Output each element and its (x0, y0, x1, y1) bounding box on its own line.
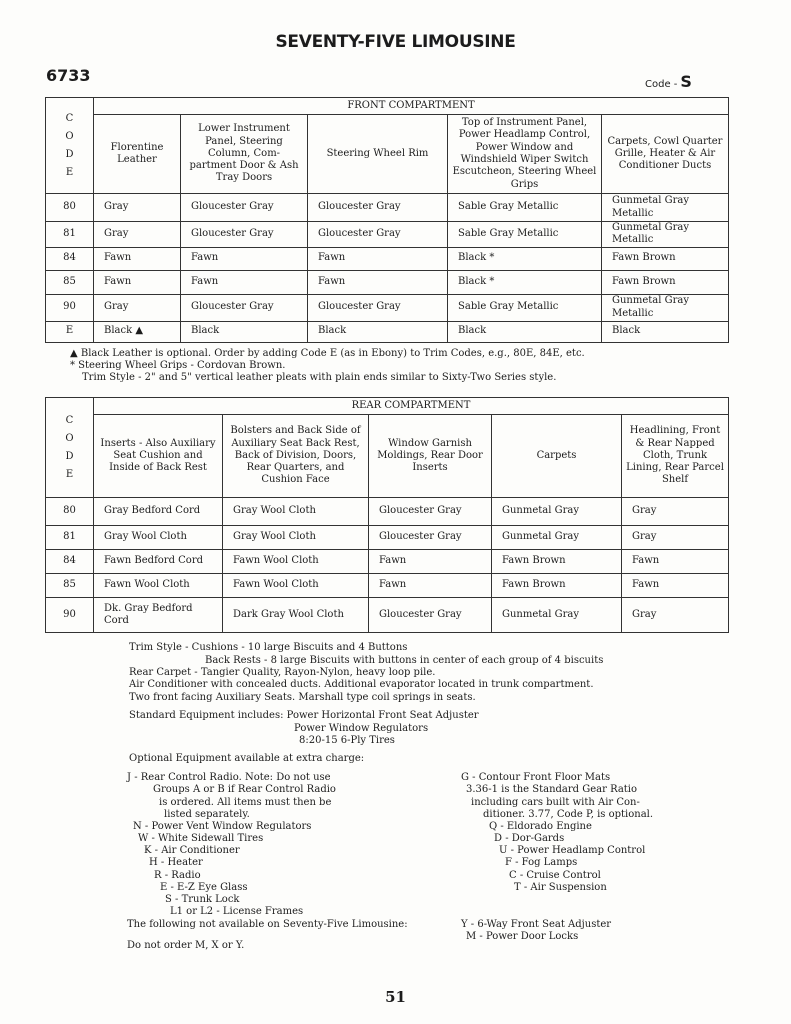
model-number: 6733 (46, 66, 91, 85)
code-column-header: C O D E (46, 98, 94, 194)
table-cell: Fawn (369, 550, 492, 574)
table-cell: Gray Wool Cloth (223, 526, 369, 550)
table-cell: Gray Wool Cloth (223, 498, 369, 526)
row-code: 80 (46, 194, 94, 222)
row-code: 90 (46, 598, 94, 633)
table-cell: Gloucester Gray (369, 598, 492, 633)
table-cell: Gray Wool Cloth (94, 526, 223, 550)
table-cell: Fawn Bedford Cord (94, 550, 223, 574)
table-cell: Black (308, 321, 448, 342)
front-compartment-table (45, 97, 729, 343)
table-cell: Fawn (622, 574, 729, 598)
table-row (46, 321, 729, 342)
table-cell: Gloucester Gray (181, 294, 308, 321)
text-line: R - Radio (154, 870, 201, 881)
text-line: D - Dor-Gards (494, 833, 565, 844)
table-cell: Gunmetal Gray Metallic (602, 294, 729, 321)
section-header: FRONT COMPARTMENT (94, 98, 729, 115)
text-line: 8:20-15 6-Ply Tires (299, 735, 395, 746)
text-line: T - Air Suspension (514, 882, 607, 893)
table-cell: Fawn (181, 247, 308, 270)
table-cell: Fawn Wool Cloth (223, 550, 369, 574)
table-cell: Gloucester Gray (369, 526, 492, 550)
text-line: Optional Equipment available at extra charge: (129, 753, 365, 764)
text-line: Rear Carpet - Tangier Quality, Rayon-Nylon, heavy loop pile. (129, 667, 436, 678)
text-line: Groups A or B if Rear Control Radio (153, 784, 336, 795)
text-line: M - Power Door Locks (466, 931, 579, 942)
table-row (46, 574, 729, 598)
table-cell: Fawn (181, 270, 308, 294)
column-header: Top of Instrument Panel, Power Headlamp Control, Power Window and Windshield Wiper Switch Escutcheon, Steering Wheel Grips (448, 115, 602, 194)
table-row (46, 222, 729, 248)
section-header: REAR COMPARTMENT (94, 398, 729, 415)
column-header: Lower Instrument Panel, Steering Column, Com- partment Door & Ash Tray Doors (181, 115, 308, 194)
text-line: L1 or L2 - License Frames (170, 906, 304, 917)
table-cell: Sable Gray Metallic (448, 222, 602, 248)
table-cell: Gray (94, 294, 181, 321)
table-cell: Gunmetal Gray Metallic (602, 194, 729, 222)
text-line: including cars built with Air Con- (471, 797, 640, 808)
row-code: E (46, 321, 94, 342)
table-row (46, 294, 729, 321)
column-header: Bolsters and Back Side of Auxiliary Seat Back Rest, Back of Division, Doors, Rear Quarters, and Cushion Face (223, 415, 369, 498)
text-line: listed separately. (164, 809, 250, 820)
text-line: Y - 6-Way Front Seat Adjuster (461, 919, 612, 930)
table-cell: Fawn (622, 550, 729, 574)
table-cell: Gray Bedford Cord (94, 498, 223, 526)
table-cell: Fawn Brown (602, 247, 729, 270)
text-line: Two front facing Auxiliary Seats. Marshall type coil springs in seats. (129, 692, 476, 703)
text-line: S - Trunk Lock (165, 894, 240, 905)
table-cell: Gray (622, 526, 729, 550)
code-value: S (680, 72, 692, 91)
note-trim-style: Trim Style - 2" and 5" vertical leather pleats with plain ends similar to Sixty-Two Series style. (82, 372, 557, 383)
table-cell: Gray (94, 194, 181, 222)
note-black-leather: ▲ Black Leather is optional. Order by adding Code E (as in Ebony) to Trim Codes, e.g., 80E, 84E, etc. (70, 348, 585, 359)
table-row (46, 194, 729, 222)
table-cell: Gunmetal Gray (492, 598, 622, 633)
code-label-text: Code - (645, 79, 678, 90)
column-header: Steering Wheel Rim (308, 115, 448, 194)
table-cell: Gloucester Gray (308, 222, 448, 248)
table-row (46, 598, 729, 633)
table-cell: Fawn (369, 574, 492, 598)
table-cell: Gloucester Gray (181, 194, 308, 222)
page-title: SEVENTY-FIVE LIMOUSINE (275, 32, 516, 52)
text-line: Do not order M, X or Y. (127, 940, 245, 951)
text-line: Back Rests - 8 large Biscuits with buttons in center of each group of 4 biscuits (205, 655, 604, 666)
row-code: 80 (46, 498, 94, 526)
text-line: Air Conditioner with concealed ducts. Additional evaporator located in trunk compartment. (129, 679, 594, 690)
page-number: 51 (385, 988, 406, 1006)
text-line: Q - Eldorado Engine (489, 821, 592, 832)
row-code: 84 (46, 247, 94, 270)
text-line: F - Fog Lamps (505, 857, 578, 868)
text-line: ditioner. 3.77, Code P, is optional. (483, 809, 654, 820)
row-code: 85 (46, 574, 94, 598)
row-code: 84 (46, 550, 94, 574)
text-line: N - Power Vent Window Regulators (133, 821, 312, 832)
row-code: 90 (46, 294, 94, 321)
text-line: 3.36-1 is the Standard Gear Ratio (466, 784, 638, 795)
text-line: Trim Style - Cushions - 10 large Biscuits and 4 Buttons (129, 642, 408, 653)
table-cell: Gray (622, 598, 729, 633)
text-line: Standard Equipment includes: Power Horizontal Front Seat Adjuster (129, 710, 479, 721)
table-cell: Fawn Brown (492, 550, 622, 574)
table-cell: Gray (622, 498, 729, 526)
table-cell: Fawn (94, 247, 181, 270)
code-label (645, 72, 692, 91)
text-line: U - Power Headlamp Control (499, 845, 646, 856)
table-row (46, 270, 729, 294)
table-cell: Gloucester Gray (369, 498, 492, 526)
table-cell: Gloucester Gray (181, 222, 308, 248)
column-header: Carpets (492, 415, 622, 498)
table-cell: Gloucester Gray (308, 294, 448, 321)
table-cell: Gunmetal Gray (492, 498, 622, 526)
table-cell: Fawn (308, 270, 448, 294)
table-cell: Gunmetal Gray Metallic (602, 222, 729, 248)
text-line: Power Window Regulators (294, 723, 429, 734)
table-row (46, 247, 729, 270)
table-row (46, 498, 729, 526)
column-header: Window Garnish Moldings, Rear Door Inserts (369, 415, 492, 498)
table-cell: Black (181, 321, 308, 342)
text-line: H - Heater (149, 857, 203, 868)
rear-compartment-table (45, 397, 729, 633)
table-cell: Fawn Brown (602, 270, 729, 294)
table-cell: Black * (448, 270, 602, 294)
table-cell: Fawn Wool Cloth (223, 574, 369, 598)
table-cell: Fawn Wool Cloth (94, 574, 223, 598)
row-code: 81 (46, 526, 94, 550)
table-cell: Fawn Brown (492, 574, 622, 598)
text-line: E - E-Z Eye Glass (160, 882, 248, 893)
table-row (46, 526, 729, 550)
column-header: Headlining, Front & Rear Napped Cloth, Trunk Lining, Rear Parcel Shelf (622, 415, 729, 498)
column-header: Florentine Leather (94, 115, 181, 194)
table-cell: Gray (94, 222, 181, 248)
text-line: is ordered. All items must then be (159, 797, 332, 808)
row-code: 81 (46, 222, 94, 248)
table-cell: Black * (448, 247, 602, 270)
column-header: Carpets, Cowl Quarter Grille, Heater & Air Conditioner Ducts (602, 115, 729, 194)
row-code: 85 (46, 270, 94, 294)
text-line: K - Air Conditioner (144, 845, 240, 856)
table-cell: Fawn (94, 270, 181, 294)
table-cell: Gloucester Gray (308, 194, 448, 222)
table-cell: Black (602, 321, 729, 342)
note-steering-grips: * Steering Wheel Grips - Cordovan Brown. (70, 360, 286, 371)
table-cell: Dk. Gray Bedford Cord (94, 598, 223, 633)
text-line: W - White Sidewall Tires (138, 833, 264, 844)
text-line: G - Contour Front Floor Mats (461, 772, 611, 783)
table-cell: Dark Gray Wool Cloth (223, 598, 369, 633)
table-cell: Black (448, 321, 602, 342)
column-header: Inserts - Also Auxiliary Seat Cushion and Inside of Back Rest (94, 415, 223, 498)
code-column-header: C O D E (46, 398, 94, 498)
text-line: C - Cruise Control (509, 870, 601, 881)
table-cell: Sable Gray Metallic (448, 294, 602, 321)
table-cell: Black ▲ (94, 321, 181, 342)
text-line: J - Rear Control Radio. Note: Do not use (127, 772, 331, 783)
table-row (46, 550, 729, 574)
text-line: The following not available on Seventy-Five Limousine: (127, 919, 408, 930)
table-cell: Fawn (308, 247, 448, 270)
table-cell: Gunmetal Gray (492, 526, 622, 550)
table-cell: Sable Gray Metallic (448, 194, 602, 222)
